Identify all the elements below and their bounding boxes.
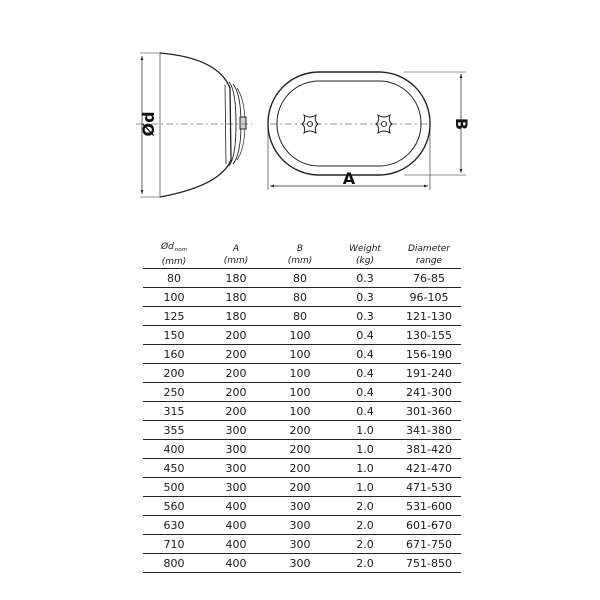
length-label: A [342, 169, 356, 188]
cell-diameter-range: 381-420 [397, 440, 461, 459]
cell-b: 200 [267, 440, 333, 459]
table-row [143, 402, 461, 421]
header-line1: B [296, 243, 304, 254]
cell-a: 400 [205, 535, 267, 554]
cell-diameter-range: 471-530 [397, 478, 461, 497]
cell-weight: 1.0 [333, 459, 397, 478]
header-weight [333, 241, 397, 269]
table-row [143, 535, 461, 554]
table-header-row [143, 241, 461, 269]
cell-a: 200 [205, 402, 267, 421]
cell-a: 200 [205, 345, 267, 364]
height-label: B [452, 117, 471, 131]
cell-diameter-range: 191-240 [397, 364, 461, 383]
cell-diameter-range: 96-105 [397, 288, 461, 307]
table-row [143, 326, 461, 345]
cell-weight: 0.4 [333, 402, 397, 421]
technical-drawing [0, 0, 600, 240]
cell-weight: 2.0 [333, 554, 397, 573]
front-view [268, 72, 430, 175]
header-line2: (mm) [223, 255, 249, 266]
table-row [143, 478, 461, 497]
cell-weight: 0.4 [333, 326, 397, 345]
cell-a: 400 [205, 554, 267, 573]
diameter-dimension [139, 56, 158, 194]
cell-b: 80 [267, 307, 333, 326]
cell-b: 300 [267, 554, 333, 573]
cell-nominal-diameter: 710 [143, 535, 205, 554]
cell-a: 400 [205, 516, 267, 535]
header-diameter-range [397, 241, 461, 269]
cell-a: 180 [205, 307, 267, 326]
cell-diameter-range: 130-155 [397, 326, 461, 345]
header-line2: range [415, 255, 443, 266]
cell-a: 180 [205, 288, 267, 307]
cell-nominal-diameter: 355 [143, 421, 205, 440]
cell-a: 200 [205, 383, 267, 402]
table-row [143, 421, 461, 440]
cell-diameter-range: 241-300 [397, 383, 461, 402]
table-row [143, 516, 461, 535]
header-nominal-diameter [143, 241, 205, 269]
cell-nominal-diameter: 125 [143, 307, 205, 326]
cell-diameter-range: 156-190 [397, 345, 461, 364]
cell-a: 300 [205, 478, 267, 497]
specification-table [143, 241, 461, 573]
header-line1: Ød [160, 242, 174, 252]
cell-b: 100 [267, 364, 333, 383]
cell-diameter-range: 671-750 [397, 535, 461, 554]
cell-weight: 0.4 [333, 383, 397, 402]
table-row [143, 345, 461, 364]
cell-nominal-diameter: 800 [143, 554, 205, 573]
cell-weight: 0.3 [333, 288, 397, 307]
table-row [143, 440, 461, 459]
cell-weight: 1.0 [333, 421, 397, 440]
cell-a: 300 [205, 421, 267, 440]
table-row [143, 383, 461, 402]
cell-diameter-range: 121-130 [397, 307, 461, 326]
cell-nominal-diameter: 200 [143, 364, 205, 383]
cell-b: 80 [267, 269, 333, 288]
cell-a: 400 [205, 497, 267, 516]
cell-nominal-diameter: 500 [143, 478, 205, 497]
cell-b: 100 [267, 326, 333, 345]
cell-weight: 0.3 [333, 307, 397, 326]
cell-nominal-diameter: 250 [143, 383, 205, 402]
cell-b: 200 [267, 421, 333, 440]
header-line2: (mm) [161, 257, 187, 267]
header-line1: Diameter [407, 243, 451, 254]
cell-a: 200 [205, 326, 267, 345]
cell-diameter-range: 341-380 [397, 421, 461, 440]
table-row [143, 269, 461, 288]
cell-diameter-range: 76-85 [397, 269, 461, 288]
table-row [143, 554, 461, 573]
cell-diameter-range: 751-850 [397, 554, 461, 573]
cell-b: 200 [267, 478, 333, 497]
cell-b: 300 [267, 516, 333, 535]
cell-a: 200 [205, 364, 267, 383]
cell-b: 100 [267, 383, 333, 402]
cell-weight: 2.0 [333, 535, 397, 554]
table-row [143, 288, 461, 307]
diameter-label: Ød [139, 111, 158, 137]
cell-nominal-diameter: 450 [143, 459, 205, 478]
cell-b: 200 [267, 459, 333, 478]
header-line2: (kg) [356, 255, 374, 266]
header-b [267, 241, 333, 269]
table-body [143, 269, 461, 573]
cell-a: 300 [205, 440, 267, 459]
header-line2: (mm) [287, 255, 313, 266]
header-subscript: nom [174, 247, 187, 253]
header-line1: A [232, 243, 240, 254]
cell-nominal-diameter: 150 [143, 326, 205, 345]
table-row [143, 497, 461, 516]
cell-nominal-diameter: 400 [143, 440, 205, 459]
cell-b: 300 [267, 497, 333, 516]
header-line1: Weight [349, 243, 381, 254]
cell-nominal-diameter: 630 [143, 516, 205, 535]
cell-weight: 1.0 [333, 478, 397, 497]
cell-weight: 2.0 [333, 497, 397, 516]
cell-diameter-range: 601-670 [397, 516, 461, 535]
cell-weight: 0.4 [333, 364, 397, 383]
cell-weight: 0.3 [333, 269, 397, 288]
cell-a: 180 [205, 269, 267, 288]
cell-weight: 2.0 [333, 516, 397, 535]
cell-nominal-diameter: 100 [143, 288, 205, 307]
cell-weight: 0.4 [333, 345, 397, 364]
cell-a: 300 [205, 459, 267, 478]
cell-b: 300 [267, 535, 333, 554]
cell-b: 100 [267, 345, 333, 364]
cell-nominal-diameter: 560 [143, 497, 205, 516]
cell-nominal-diameter: 80 [143, 269, 205, 288]
table-row [143, 364, 461, 383]
cell-b: 100 [267, 402, 333, 421]
table-row [143, 307, 461, 326]
cell-diameter-range: 421-470 [397, 459, 461, 478]
cell-weight: 1.0 [333, 440, 397, 459]
cell-nominal-diameter: 160 [143, 345, 205, 364]
cell-diameter-range: 301-360 [397, 402, 461, 421]
cell-b: 80 [267, 288, 333, 307]
cell-diameter-range: 531-600 [397, 497, 461, 516]
header-a [205, 241, 267, 269]
cell-nominal-diameter: 315 [143, 402, 205, 421]
table-row [143, 459, 461, 478]
